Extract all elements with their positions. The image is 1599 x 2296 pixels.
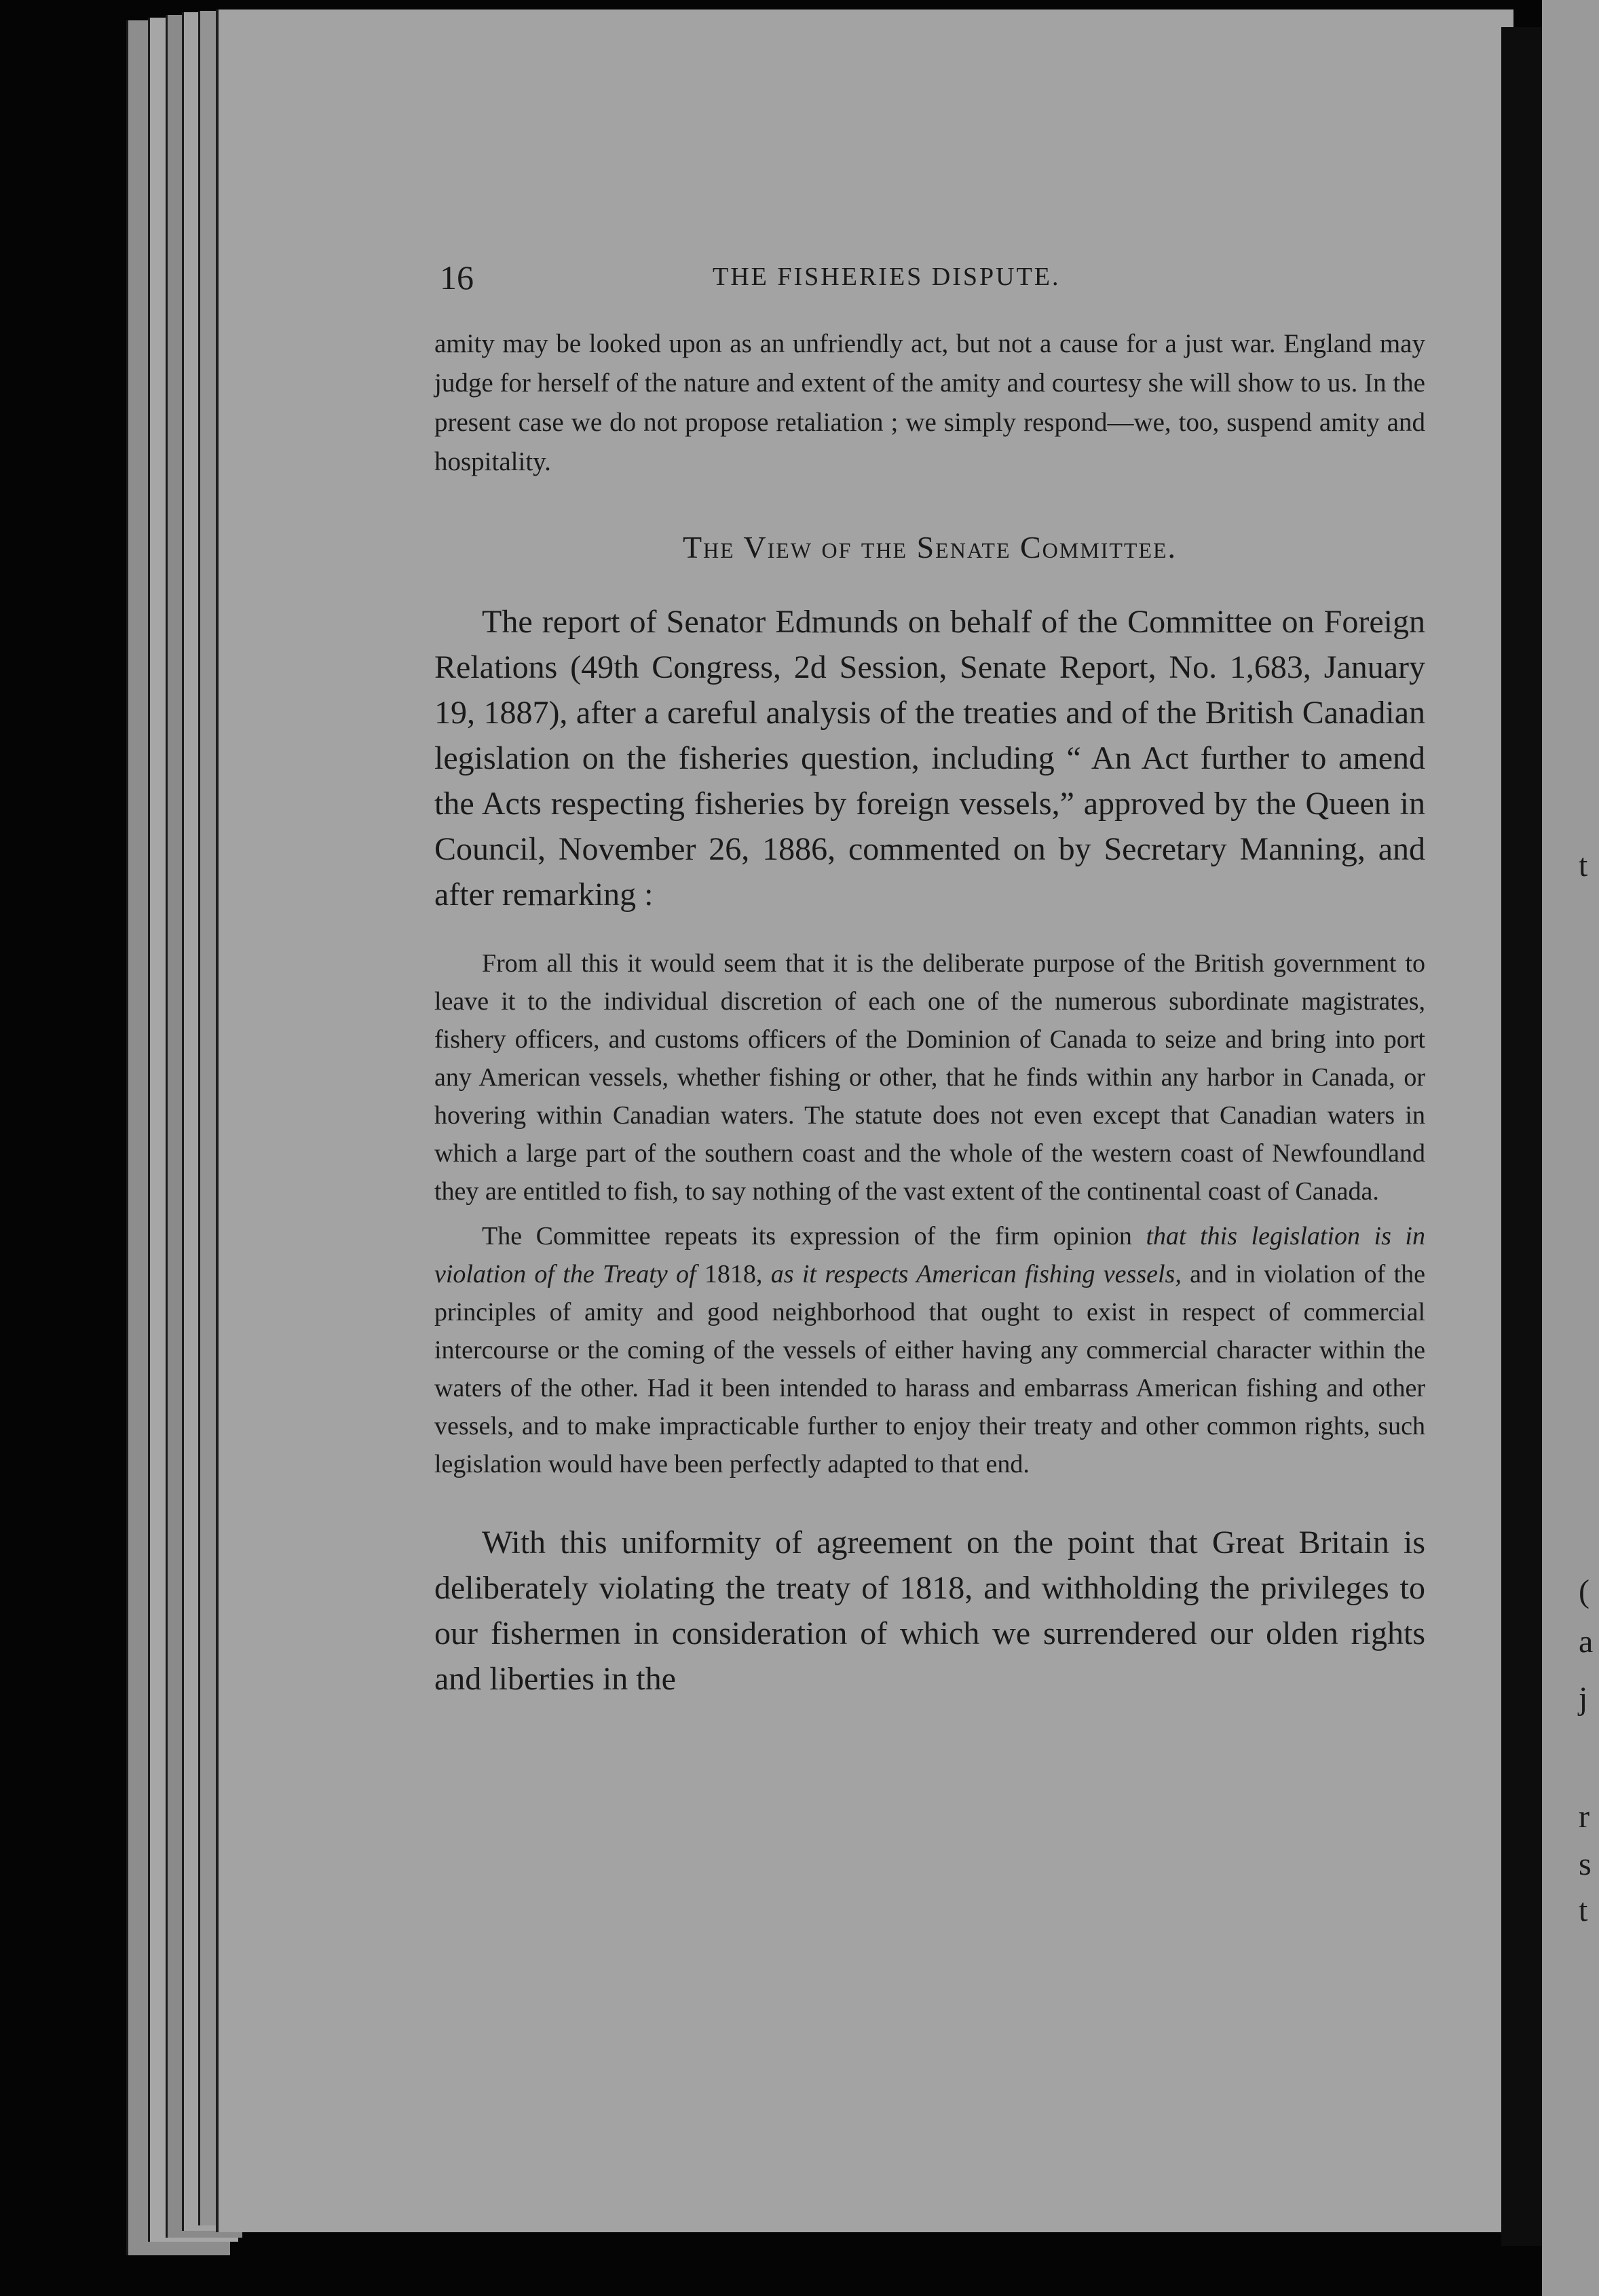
paragraph-closing: With this uniformity of agreement on the point that Great Britain is deliberately violating the treaty of 1818, and withholding the privileges to our fishermen in consideration of which we surrendered our olden rights and liberties in the	[434, 1525, 1425, 1697]
block-quote-2	[434, 1217, 1425, 1483]
facing-page-fragment: t	[1579, 847, 1588, 883]
facing-page-fragment: r	[1579, 1799, 1589, 1835]
book-gutter	[1501, 27, 1542, 2246]
page-content	[434, 258, 1425, 1702]
page-number: 16	[440, 259, 474, 296]
facing-page-sliver	[1542, 0, 1599, 2296]
paragraph-report: The report of Senator Edmunds on behalf of the Committee on Foreign Relations (49th Congress, 2d Session, Senate Report, No. 1,683, January 19, 1887), after a careful analysis of the treaties and of the British Canadian legislation on the fisheries question, including “ An Act further to amend the Acts respecting fisheries by foreign vessels,” approved by the Queen in Council, November 26, 1886, commented on by Secretary Manning, and after remarking :	[434, 604, 1425, 913]
quote-text: The Committee repeats its expression of the firm opinion	[482, 1222, 1146, 1250]
quote-italic: that this legislation is in violation of the Treaty of	[434, 1222, 1425, 1288]
paragraph-top: amity may be looked upon as an unfriendly act, but not a cause for a just war. England may judge for herself of the nature and extent of the amity and courtesy she will show to us. In the present case we do not propose retaliation ; we simply respond—we, too, suspend amity and hospitality.	[434, 329, 1425, 476]
quote-italic: as it respects American fishing vessels,	[770, 1260, 1182, 1288]
block-quote-1: From all this it would seem that it is the deliberate purpose of the British government to leave it to the individual discretion of each one of the numerous subordinate magistrates, fishery officers, and customs officers of the Dominion of Canada to seize and bring into port any American vessels, whether fishing or other, that he finds within any harbor in Canada, or hovering within Canadian waters. The statute does not even except that Canadian waters in which a large part of the southern coast and the whole of the western coast of Newfoundland they are entitled to fish, to say nothing of the vast extent of the continental coast of Canada.	[434, 949, 1425, 1206]
facing-page-fragment: (	[1579, 1573, 1589, 1609]
quote-text: 1818,	[696, 1260, 771, 1288]
facing-page-fragment: s	[1579, 1846, 1592, 1882]
running-head	[434, 258, 1425, 305]
quote-text: and in violation of the principles of amity and good neighborhood that ought to exist in respect of commercial intercourse or the coming of the vessels of either having any commercial character within the waters of the other. Had it been intended to harass and embarrass American fishing and other vessels, and to make impracticable further to enjoy their treaty and other common rights, such legislation would have been perfectly adapted to that end.	[434, 1260, 1425, 1478]
facing-page-fragment: j	[1579, 1681, 1588, 1717]
facing-page-fragment: a	[1579, 1624, 1594, 1660]
running-title: THE FISHERIES DISPUTE.	[713, 263, 1061, 291]
section-title: The View of the Senate Committee.	[682, 530, 1178, 565]
facing-page-fragment: t	[1579, 1892, 1588, 1928]
